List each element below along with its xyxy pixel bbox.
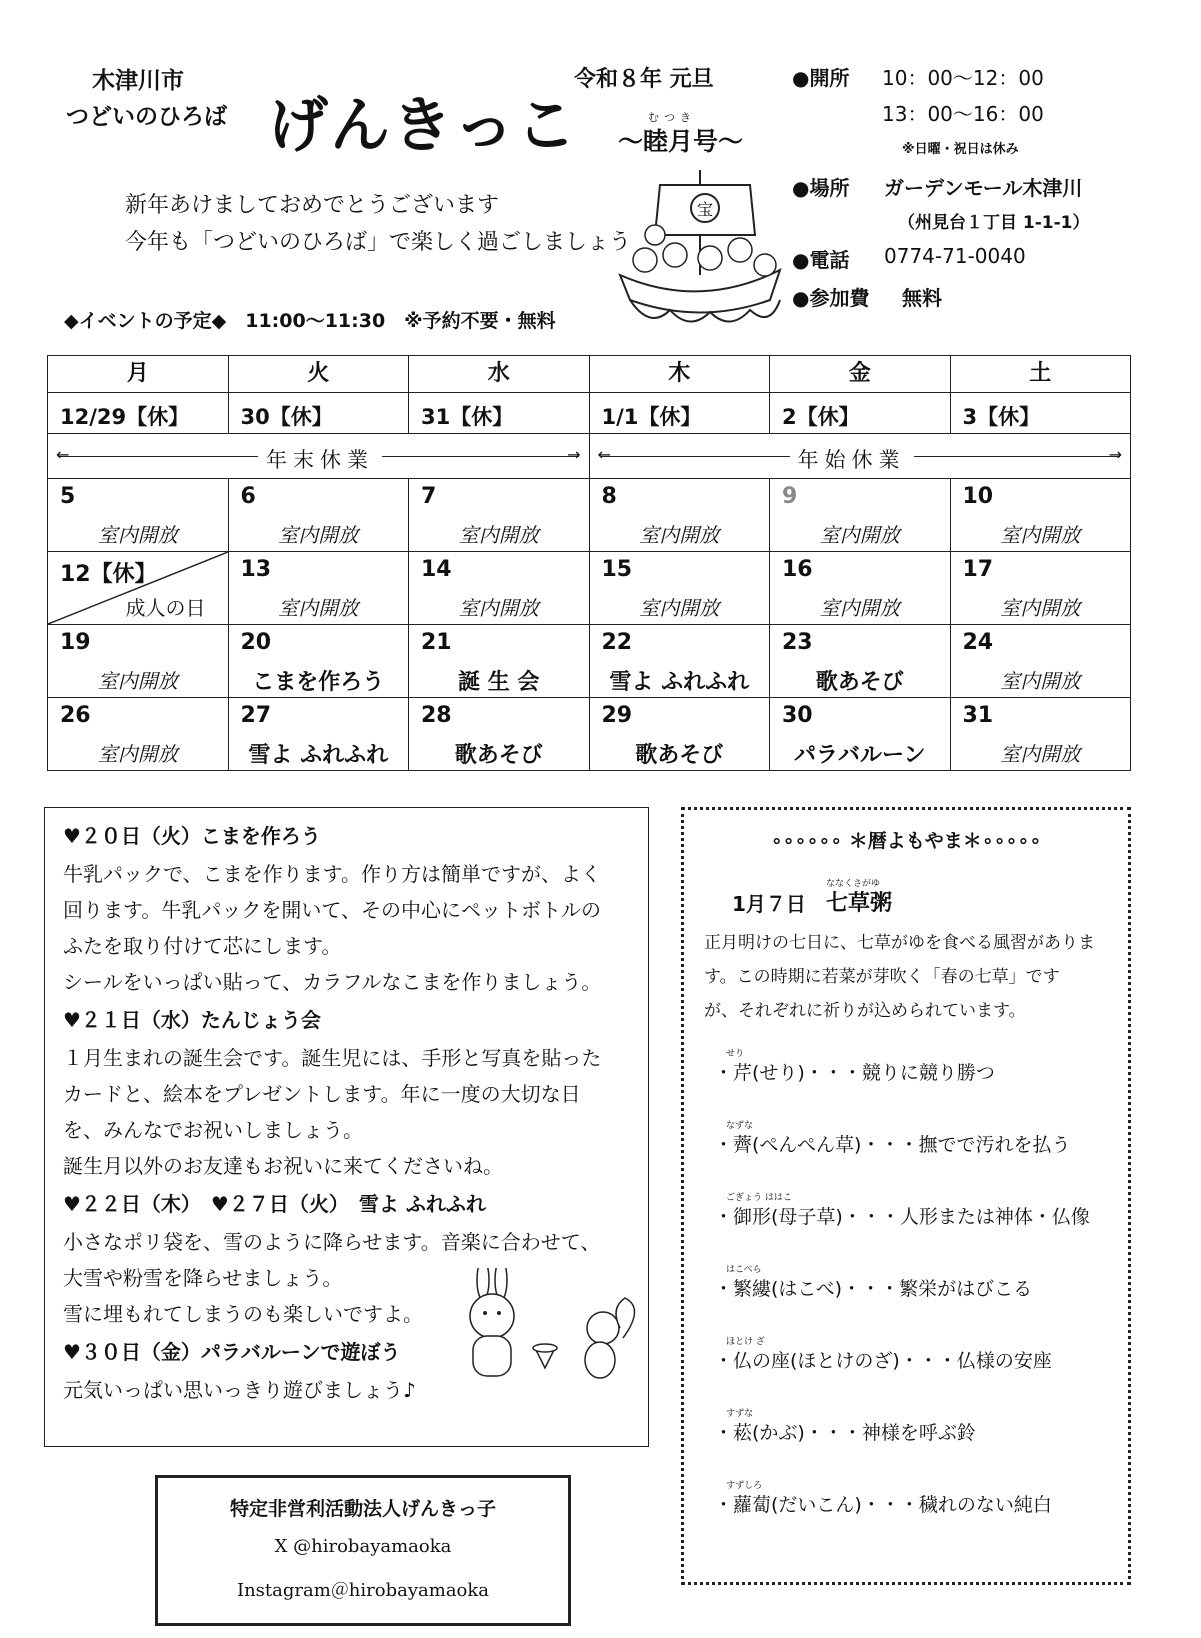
fee: 無料 [902, 286, 942, 310]
herb-item: ・蘿蔔(だいこん)・・・穢れのない純白 [714, 1494, 1052, 1516]
detail-text: 誕生月以外のお友達もお祝いに来てくださいね。 [63, 1154, 503, 1178]
city-name: 木津川市 [92, 68, 184, 94]
herb-ruby: ほとけ ざ [726, 1337, 765, 1347]
calendar-day: 26 [60, 703, 91, 728]
calendar-day: 2【休】 [782, 405, 860, 429]
detail-text: シールをいっぱい貼って、カラフルなこまを作りましょう。 [63, 970, 602, 994]
calendar-day: 7 [421, 484, 437, 509]
open-label: 室内開放 [639, 596, 720, 620]
calendar-day: 6 [240, 484, 256, 509]
event-label: こまを作ろう [252, 670, 385, 695]
open-label: 室内開放 [1000, 523, 1081, 547]
herb-item: ・仏の座(ほとけのざ)・・・仏様の安座 [714, 1350, 1052, 1372]
calendar-day: 14 [421, 557, 452, 582]
herb-item: ・芹(せり)・・・競りに競り勝つ [714, 1062, 995, 1084]
calendar-day: 29 [601, 703, 633, 728]
place: ガーデンモール木津川 [884, 176, 1083, 200]
svg-text:宝: 宝 [697, 200, 714, 219]
year-start-label: 年始休業 [790, 444, 914, 474]
herb-ruby: すずな [726, 1409, 754, 1419]
rabbit-squirrel-illustration [445, 1268, 640, 1398]
closed-note: ※日曜・祝日は休み [902, 142, 1019, 157]
calendar-day: 12/29【休】 [60, 405, 190, 429]
calendar-day: 5 [60, 484, 76, 509]
open-label: 室内開放 [458, 523, 539, 547]
greeting-line-1: 新年あけましておめでとうございます [125, 193, 500, 218]
weekday-header: 月 [48, 356, 229, 393]
detail-text: 大雪や粉雪を降らせましょう。 [63, 1266, 343, 1290]
open-label: 室内開放 [458, 596, 539, 620]
event-label: 歌あそび [815, 670, 904, 695]
herb-item: ・菘(かぶ)・・・神様を呼ぶ鈴 [714, 1422, 976, 1444]
open-label: 室内開放 [1000, 742, 1081, 766]
year-start-arrow: ← → 年始休業 [597, 445, 1122, 472]
address: （州見台１丁目 1-1-1） [898, 213, 1090, 233]
calendar-day: 9 [782, 484, 798, 509]
year-end-arrow: ← → 年末休業 [56, 445, 581, 472]
year-end-label: 年末休業 [258, 444, 382, 474]
footer-instagram[interactable]: Instagram＠hirobayamaoka [236, 1580, 490, 1601]
event-label: パラバルーン [793, 743, 926, 768]
holiday-name: 成人の日 [125, 596, 206, 620]
weekday-header: 木 [589, 356, 770, 393]
weekday-header: 火 [228, 356, 409, 393]
calendar-day: 19 [60, 630, 91, 655]
koyomi-text: が、それぞれに祈りが込められています。 [704, 1001, 1026, 1021]
event-label: 歌あそび [454, 743, 543, 768]
koyomi-topic: 七草粥 [826, 891, 893, 916]
event-label: 雪よ ふれふれ [609, 670, 750, 695]
fee-label: ●参加費 [792, 286, 870, 310]
koyomi-title: ∘∘∘∘∘∘ ＊暦よもやま＊∘∘∘∘∘ [770, 830, 1042, 852]
open-label: 室内開放 [97, 742, 178, 766]
calendar-day: 30【休】 [240, 405, 333, 429]
open-label: 室内開放 [97, 669, 178, 693]
calendar-day: 24 [962, 630, 994, 655]
herb-ruby: なずな [726, 1121, 754, 1131]
tel: 0774-71-0040 [884, 244, 1026, 268]
calendar-day: 17 [962, 557, 994, 582]
herb-ruby: ごぎょう ははこ [726, 1193, 792, 1203]
event-schedule: ◆イベントの予定◆ 11:00～11:30 ※予約不要・無料 [64, 310, 556, 332]
calendar-day: 10 [962, 484, 994, 509]
open-label: 室内開放 [278, 596, 359, 620]
event-label: 誕 生 会 [458, 670, 540, 695]
herb-ruby: せり [726, 1049, 745, 1059]
herb-ruby: はこべら [726, 1265, 762, 1275]
open-label: 室内開放 [278, 523, 359, 547]
open-time-2: 13：00～16：00 [882, 102, 1044, 126]
herb-ruby: すずしろ [726, 1481, 763, 1491]
herb-item: ・御形(母子草)・・・人形または神体・仏像 [714, 1206, 1090, 1228]
open-label: 室内開放 [639, 523, 720, 547]
open-label: 室内開放 [819, 596, 900, 620]
detail-text: 回ります。牛乳パックを開いて、その中心にペットボトルの [63, 898, 601, 922]
detail-heading: ♥３０日（金）パラバルーンで遊ぼう [63, 1340, 401, 1364]
koyomi-text: 正月明けの七日に、七草がゆを食べる風習がありま [704, 933, 1095, 953]
detail-text: カードと、絵本をプレゼントします。年に一度の大切な日 [63, 1082, 581, 1106]
detail-heading: ♥２１日（水）たんじょう会 [63, 1008, 321, 1032]
koyomi-date: 1月７日 [732, 892, 806, 916]
calendar-day: 21 [421, 630, 452, 655]
event-details-box [44, 807, 649, 1447]
open-label: 室内開放 [1000, 596, 1081, 620]
issue-date: 令和８年 元旦 [574, 67, 714, 92]
calendar-day: 20 [240, 630, 272, 655]
footer-org: 特定非営利活動法人げんきっ子 [229, 1498, 496, 1520]
detail-text: １月生まれの誕生会です。誕生児には、手形と写真を貼った [63, 1046, 602, 1070]
treasure-ship-illustration [610, 160, 790, 340]
org-name: つどいのひろば [66, 104, 227, 130]
calendar [47, 355, 1131, 771]
place-label: ●場所 [792, 176, 850, 200]
open-label: ●開所 [792, 66, 850, 90]
calendar-day: 27 [240, 703, 272, 728]
koyomi-box [681, 807, 1131, 1585]
calendar-day: 3【休】 [962, 405, 1041, 429]
tel-label: ●電話 [792, 248, 850, 272]
calendar-day: 13 [240, 557, 272, 582]
detail-text: 元気いっぱい思いっきり遊びましょう♪ [63, 1378, 416, 1402]
calendar-day: 22 [601, 630, 633, 655]
detail-text: 牛乳パックで、こまを作ります。作り方は簡単ですが、よく [63, 862, 601, 886]
footer-x[interactable]: X @hirobayamaoka [274, 1536, 452, 1557]
weekday-header: 水 [409, 356, 590, 393]
calendar-day: 8 [601, 484, 617, 509]
detail-heading: ♥２２日（木） ♥２７日（火） 雪よ ふれふれ [63, 1192, 486, 1216]
koyomi-text: す。この時期に若菜が芽吹く「春の七草」です [704, 967, 1060, 987]
calendar-day: 12【休】 [60, 562, 157, 587]
calendar-day: 31【休】 [421, 405, 514, 429]
calendar-day: 23 [782, 630, 813, 655]
footer-box [155, 1475, 571, 1626]
herb-item: ・繁縷(はこべ)・・・繁栄がはびこる [714, 1278, 1033, 1300]
open-label: 室内開放 [97, 523, 178, 547]
detail-text: 雪に埋もれてしまうのも楽しいですよ。 [63, 1302, 423, 1326]
calendar-day: 28 [421, 703, 452, 728]
calendar-day: 31 [962, 703, 994, 728]
calendar-day: 30 [782, 703, 813, 728]
greeting-line-2: 今年も「つどいのひろば」で楽しく過ごしましょう [125, 230, 632, 255]
detail-text: 小さなポリ袋を、雪のように降らせます。音楽に合わせて、 [63, 1230, 601, 1254]
calendar-day: 16 [782, 557, 813, 582]
event-label: 雪よ ふれふれ [248, 743, 389, 768]
detail-text: を、みんなでお祝いしましょう。 [63, 1118, 363, 1142]
page-title: げんきっこ [268, 91, 578, 161]
open-label: 室内開放 [1000, 669, 1081, 693]
herb-item: ・薺(ぺんぺん草)・・・撫でで汚れを払う [714, 1134, 1071, 1156]
detail-text: ふたを取り付けて芯にします。 [63, 934, 342, 958]
weekday-header: 金 [770, 356, 951, 393]
open-label: 室内開放 [819, 523, 900, 547]
calendar-day: 15 [601, 557, 633, 582]
event-label: 歌あそび [635, 743, 724, 768]
open-time-1: 10：00～12：00 [882, 66, 1044, 90]
koyomi-topic-ruby: ななくさがゆ [826, 879, 881, 889]
detail-heading: ♥２０日（火）こまを作ろう [63, 824, 321, 848]
issue-ruby: むつき [648, 111, 696, 124]
calendar-day: 1/1【休】 [601, 405, 702, 429]
issue-name: ～睦月号～ [618, 127, 744, 156]
weekday-header: 土 [950, 356, 1131, 393]
